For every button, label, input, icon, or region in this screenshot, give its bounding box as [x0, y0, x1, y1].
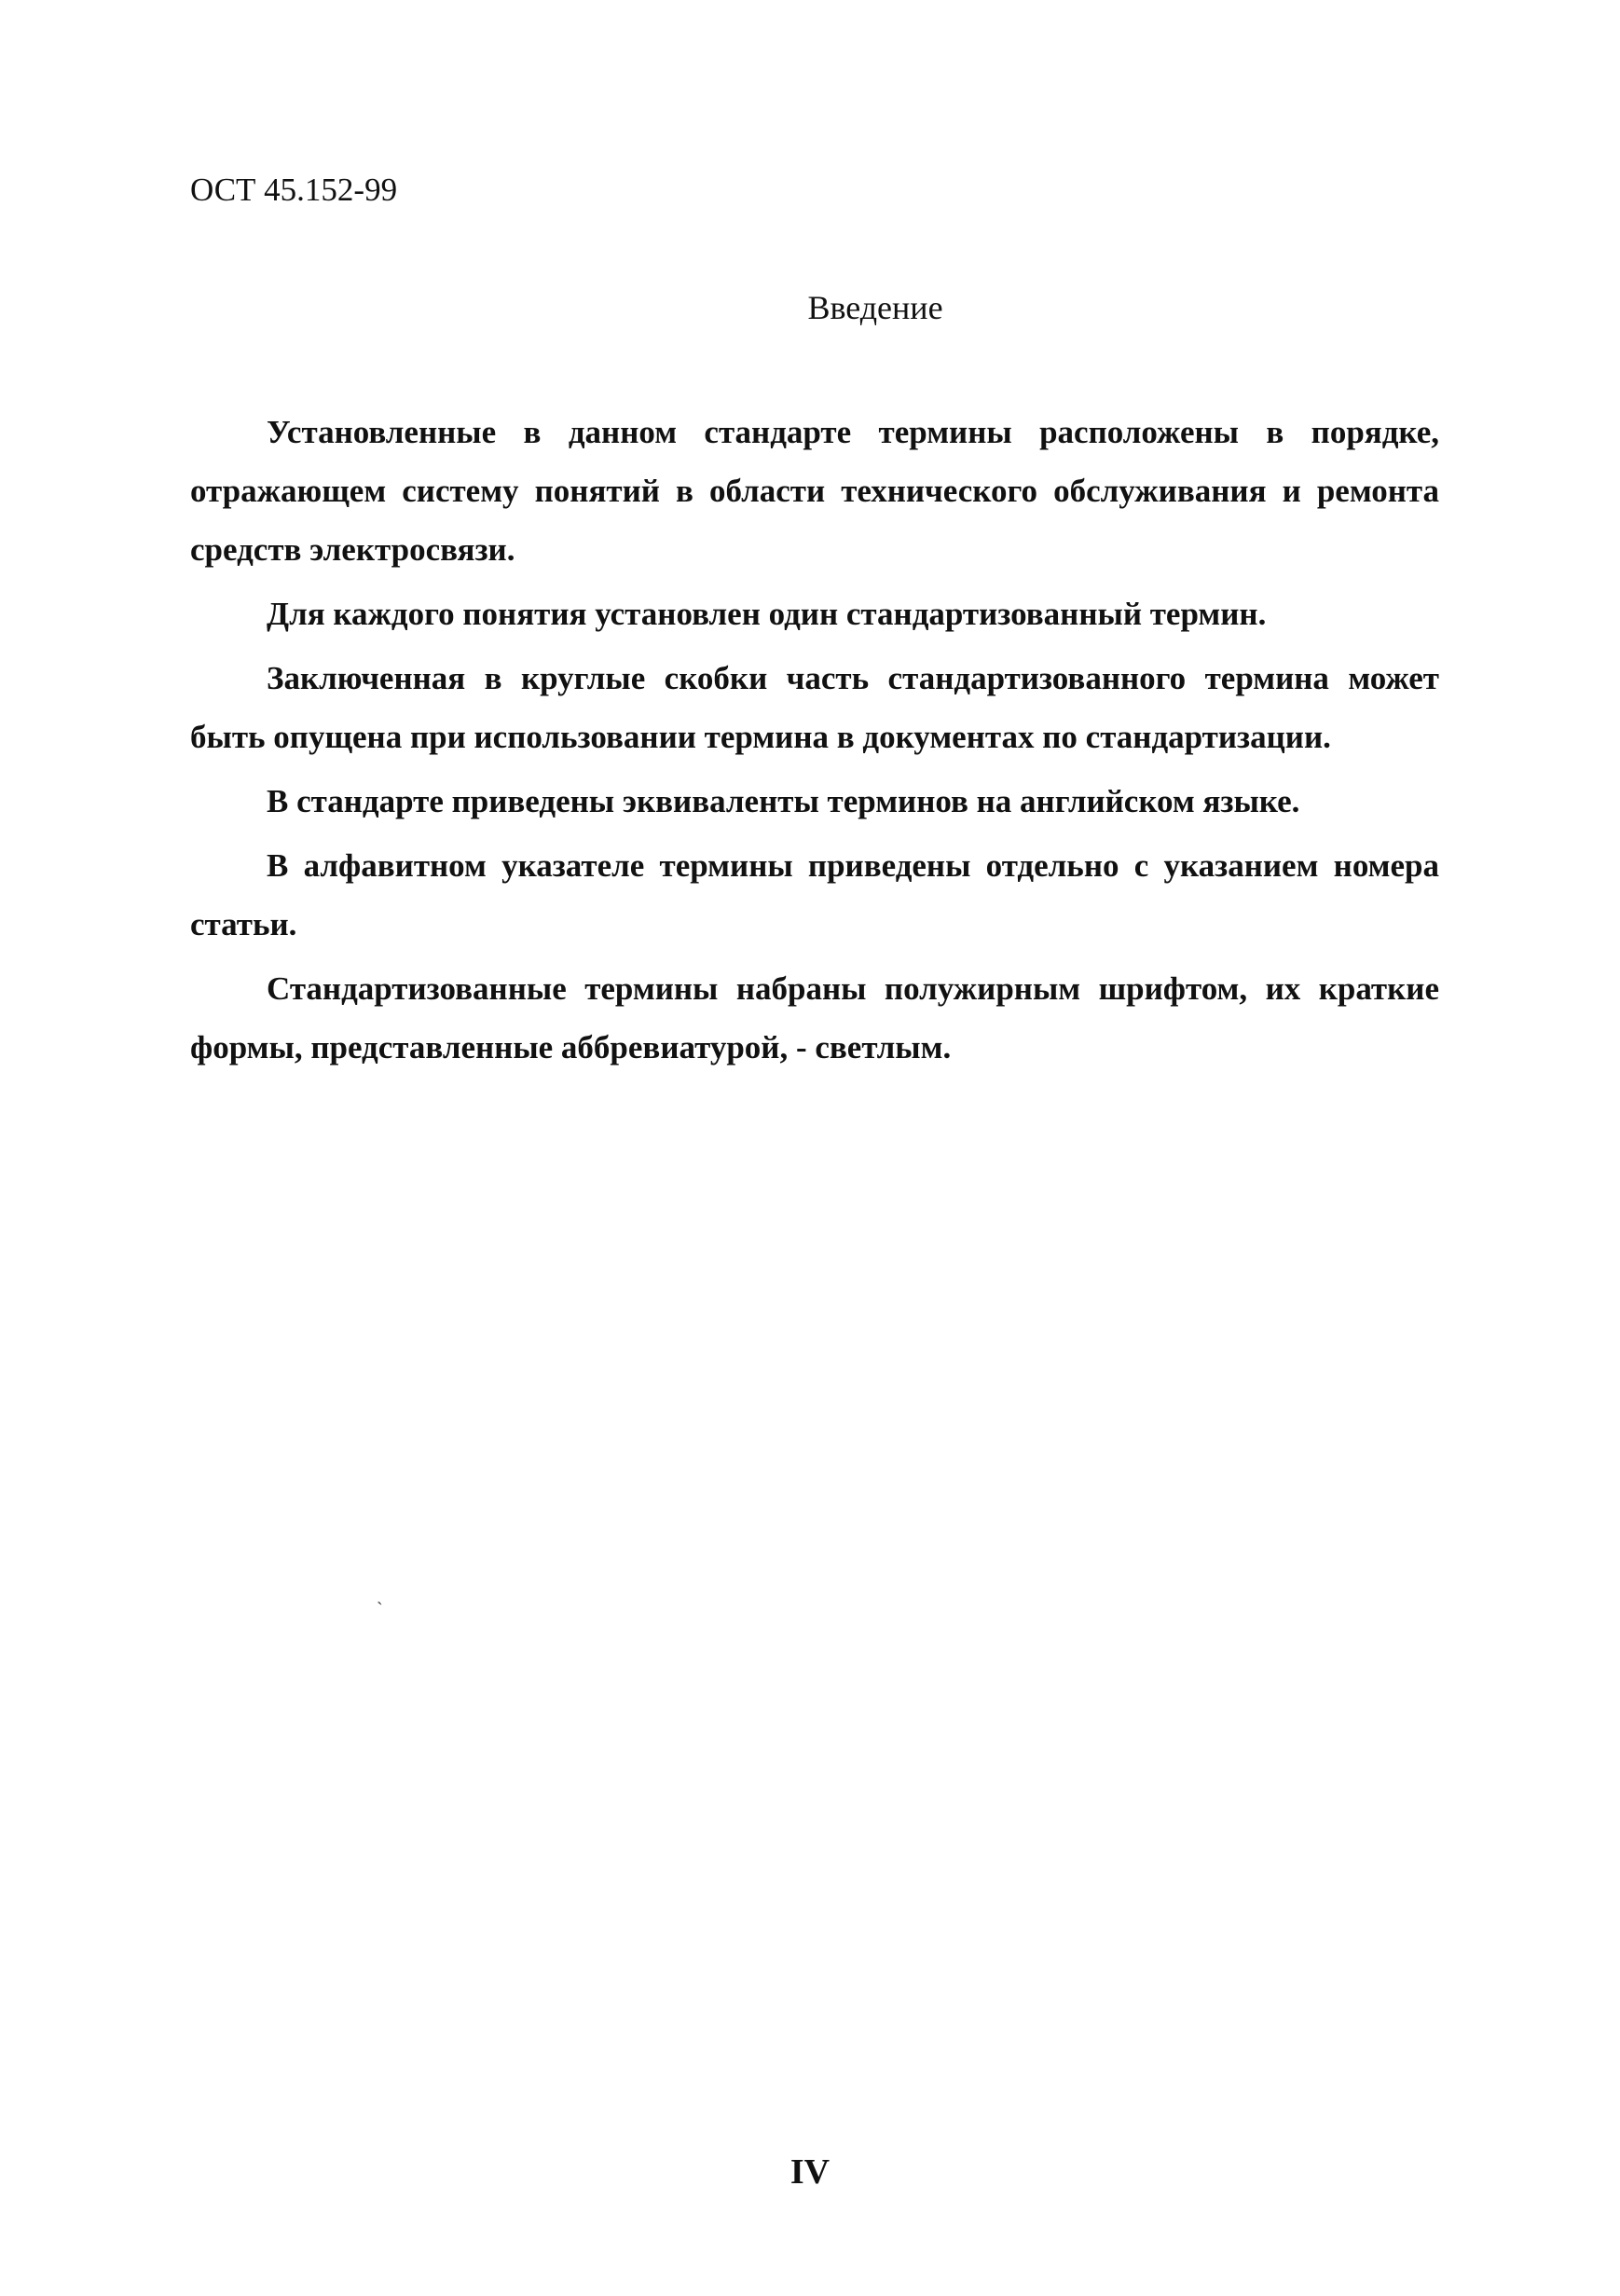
paragraph-3: Заключенная в круглые скобки часть стандартизованного термина может быть опущена при использовании термина в документах по стандартизации.	[190, 660, 1439, 755]
paragraph-1: Установленные в данном стандарте термины расположены в порядке, отражающем систему понятий в области технического обслуживания и ремонта средств электросвязи.	[190, 414, 1439, 568]
paragraph-2: Для каждого понятия установлен один стандартизованный термин.	[267, 596, 1267, 632]
document-code: ОСТ 45.152-99	[190, 172, 398, 208]
paragraph-5: В алфавитном указателе термины приведены отдельно с указанием номера статьи.	[190, 847, 1439, 942]
page-number	[0, 2152, 1620, 2193]
scan-artifact: ˏ	[377, 1585, 383, 1605]
page-number-text: IV	[789, 2152, 831, 2192]
paragraph-4: В стандарте приведены эквиваленты терминов на английском языке.	[267, 783, 1300, 819]
section-title	[0, 287, 1620, 328]
paragraph-6: Стандартизованные термины набраны полужирным шрифтом, их краткие формы, представленные аббревиатурой, - светлым.	[190, 970, 1439, 1066]
section-title-text: Введение	[807, 289, 943, 326]
body-text	[190, 403, 1439, 1082]
